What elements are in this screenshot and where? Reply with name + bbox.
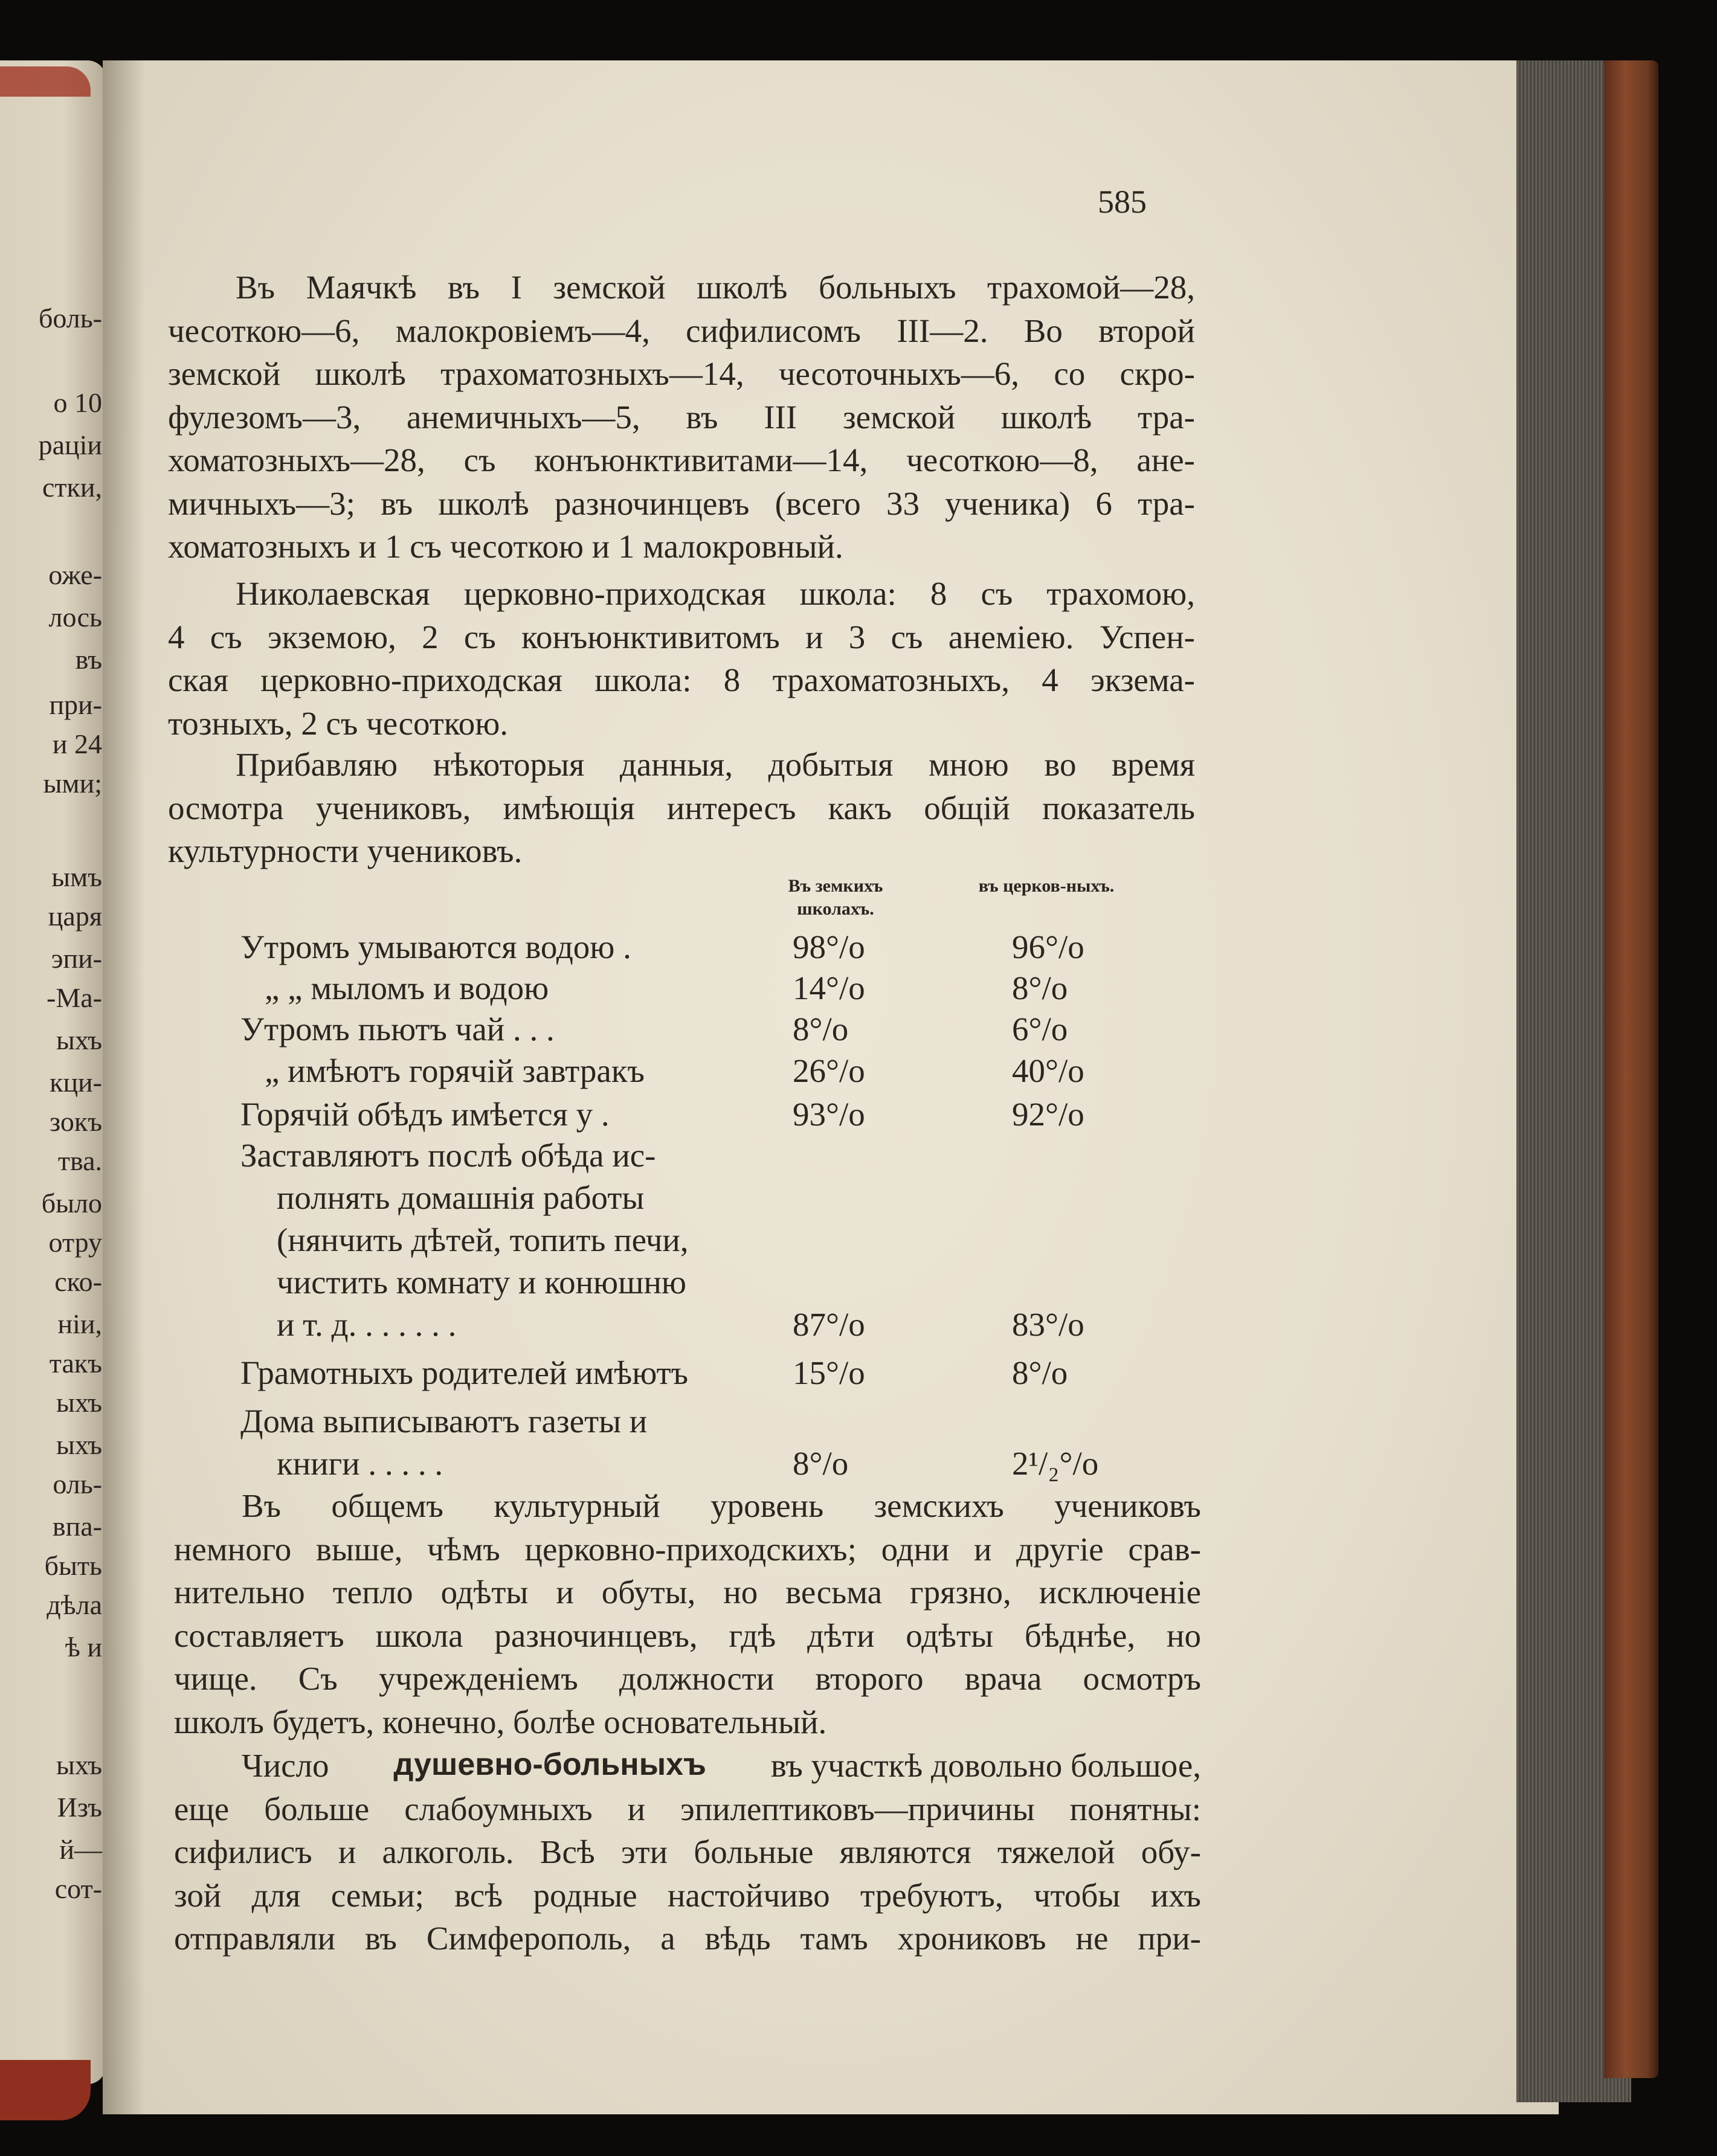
paragraph-line: чище. Съ учрежденіемъ должности второго врача осмотръ bbox=[174, 1660, 1201, 1697]
previous-page-fragment: боль- bbox=[38, 303, 102, 333]
paragraph-line: фулезомъ—3, анемичныхъ—5, въ III земской школѣ тра- bbox=[168, 398, 1195, 436]
table-value-zemstvo: 98°/o bbox=[793, 928, 865, 965]
previous-page-fragment: ѣ и bbox=[65, 1632, 102, 1662]
paragraph-line: мичныхъ—3; въ школѣ разночинцевъ (всего 33 ученика) 6 тра- bbox=[168, 484, 1195, 522]
previous-page-fragment: ніи, bbox=[57, 1308, 102, 1339]
previous-page-fragment: дѣла bbox=[47, 1589, 102, 1620]
table-row-label: книги . . . . . bbox=[277, 1445, 443, 1482]
previous-page-fragment: отру bbox=[48, 1227, 102, 1258]
paragraph-line: хоматозныхъ—28, съ конъюнктивитами—14, чесоткою—8, ане- bbox=[168, 442, 1195, 478]
paragraph-line: нительно тепло одѣты и обуты, но весьма грязно, исключеніе bbox=[174, 1574, 1201, 1611]
previous-page-fragment: ымъ bbox=[51, 861, 102, 892]
table-value-parish: 6°/o bbox=[1012, 1011, 1068, 1047]
paragraph-line: еще больше слабоумныхъ и эпилептиковъ—причины понятны: bbox=[174, 1790, 1201, 1827]
table-row-label: чистить комнату и конюшню bbox=[277, 1264, 687, 1301]
paragraph-line: хоматозныхъ и 1 съ чесоткою и 1 малокровный. bbox=[168, 528, 843, 565]
previous-page-fragment: й— bbox=[59, 1834, 102, 1865]
table-row-label: Заставляютъ послѣ обѣда ис- bbox=[240, 1137, 656, 1174]
paragraph-line: осмотра учениковъ, имѣющія интересъ какъ общій показатель bbox=[168, 789, 1195, 826]
paragraph-line: сифилисъ и алкоголь. Всѣ эти больные являются тяжелой обу- bbox=[174, 1833, 1201, 1870]
table-row-label: „ имѣютъ горячій завтракъ bbox=[265, 1052, 645, 1089]
table-value-zemstvo: 93°/o bbox=[793, 1096, 865, 1133]
paragraph-line: отправляли въ Симферополь, а вѣдь тамъ хрониковъ не при- bbox=[174, 1920, 1201, 1957]
table-value-zemstvo: 8°/o bbox=[793, 1445, 849, 1482]
table-value-zemstvo: 87°/o bbox=[793, 1306, 865, 1343]
previous-page-fragment: раціи bbox=[38, 430, 102, 460]
paragraph-line: Въ общемъ культурный уровень земскихъ учениковъ bbox=[242, 1487, 1201, 1524]
previous-page-fragment: такъ bbox=[49, 1348, 102, 1379]
previous-page-fragment: ыхъ bbox=[56, 1025, 102, 1055]
previous-page-fragment: царя bbox=[48, 901, 102, 932]
previous-page-fragment: было bbox=[41, 1188, 102, 1218]
previous-page-fragment: эпи- bbox=[51, 943, 102, 974]
paragraph-line bbox=[242, 1749, 1201, 1782]
table-value-parish: 83°/o bbox=[1012, 1306, 1084, 1343]
previous-page-fragment: впа- bbox=[52, 1511, 102, 1542]
table-row-label: Горячій обѣдъ имѣется у . bbox=[240, 1096, 610, 1133]
table-row-label: Утромъ умываются водою . bbox=[240, 928, 631, 965]
paragraph-line: тозныхъ, 2 съ чесоткою. bbox=[168, 704, 509, 742]
paragraph-line: составляетъ школа разночинцевъ, гдѣ дѣти одѣты бѣднѣе, но bbox=[174, 1617, 1201, 1654]
previous-page-fragment: въ bbox=[75, 644, 102, 675]
table-row-label: Утромъ пьютъ чай . . . bbox=[240, 1011, 555, 1047]
table-column-header: въ церков-ныхъ. bbox=[978, 876, 1115, 896]
previous-page-fragment: и 24 bbox=[52, 729, 102, 759]
table-row-label: и т. д. . . . . . . bbox=[277, 1306, 457, 1343]
table-row-label: „ „ мыломъ и водою bbox=[265, 970, 549, 1006]
paragraph-line: немного выше, чѣмъ церковно-приходскихъ; одни и другіе срав- bbox=[174, 1530, 1201, 1568]
emphasized-term: душевно-больныхъ bbox=[393, 1747, 706, 1782]
previous-page-fragment: Изъ bbox=[57, 1792, 102, 1823]
previous-page-fragment: оль- bbox=[53, 1469, 102, 1499]
table-value-zemstvo: 14°/o bbox=[793, 970, 865, 1006]
table-value-zemstvo: 8°/o bbox=[793, 1011, 849, 1047]
previous-page-fragment: ыхъ bbox=[56, 1749, 102, 1780]
previous-page-text bbox=[0, 0, 106, 2156]
paragraph-line: Въ Маячкѣ въ I земской школѣ больныхъ трахомой—28, bbox=[236, 269, 1195, 306]
table-value-zemstvo: 15°/o bbox=[793, 1354, 865, 1391]
paragraph-line: зой для семьи; всѣ родные настойчиво требуютъ, чтобы ихъ bbox=[174, 1876, 1201, 1914]
paragraph-text: въ участкѣ довольно большое, bbox=[770, 1747, 1201, 1784]
paragraph-line: Николаевская церковно-приходская школа: 8 съ трахомою, bbox=[236, 575, 1195, 612]
previous-page-fragment: лось bbox=[48, 602, 102, 632]
previous-page-fragment: быть bbox=[44, 1550, 102, 1581]
page-number: 585 bbox=[1098, 184, 1147, 220]
table-row-label: Дома выписываютъ газеты и bbox=[240, 1403, 648, 1440]
paragraph-line: земской школѣ трахоматозныхъ—14, чесоточныхъ—6, со скро- bbox=[168, 355, 1195, 392]
previous-page-fragment: кци- bbox=[50, 1067, 102, 1098]
table-column-header: Въ земкихъ школахъ. bbox=[788, 876, 883, 919]
table-value-parish: 92°/o bbox=[1012, 1096, 1084, 1133]
table-value-parish: 96°/o bbox=[1012, 928, 1084, 965]
table-value-parish: 40°/o bbox=[1012, 1052, 1084, 1089]
previous-page-fragment: ыхъ bbox=[56, 1387, 102, 1418]
previous-page-fragment: стки, bbox=[42, 472, 102, 503]
paragraph-line: 4 съ экземою, 2 съ конъюнктивитомъ и 3 съ анеміею. Успен- bbox=[168, 618, 1195, 655]
paragraph-line: культурности учениковъ. bbox=[168, 832, 523, 869]
previous-page-fragment: оже- bbox=[48, 559, 102, 590]
table-row-label: полнять домашнія работы bbox=[277, 1179, 645, 1216]
previous-page-fragment: зокъ bbox=[49, 1106, 102, 1137]
table-value-parish: 2¹/₂°/o bbox=[1012, 1445, 1099, 1482]
page-gutter-shadow bbox=[103, 60, 145, 2114]
paragraph-line: чесоткою—6, малокровіемъ—4, сифилисомъ III—2. Во второй bbox=[168, 312, 1195, 349]
book-cover-edge bbox=[1604, 60, 1658, 2078]
table-value-parish: 8°/o bbox=[1012, 1354, 1068, 1391]
previous-page-fragment: сот- bbox=[54, 1873, 102, 1904]
previous-page-fragment: при- bbox=[49, 689, 102, 720]
previous-page-fragment: тва. bbox=[57, 1145, 102, 1176]
previous-page-fragment: ыхъ bbox=[56, 1429, 102, 1460]
paragraph-line: Прибавляю нѣкоторыя данныя, добытыя мною во время bbox=[236, 746, 1195, 783]
previous-page-fragment: ско- bbox=[54, 1266, 102, 1297]
table-row-label: Грамотныхъ родителей имѣютъ bbox=[240, 1354, 689, 1391]
paragraph-text: Число bbox=[242, 1747, 329, 1784]
previous-page-fragment: ыми; bbox=[43, 768, 102, 799]
previous-page-fragment: о 10 bbox=[53, 387, 102, 418]
previous-page-fragment: -Ма- bbox=[47, 982, 102, 1013]
paragraph-line: школъ будетъ, конечно, болѣе основательный. bbox=[174, 1703, 827, 1740]
paragraph-line: ская церковно-приходская школа: 8 трахоматозныхъ, 4 экзема- bbox=[168, 661, 1195, 698]
table-value-parish: 8°/o bbox=[1012, 970, 1068, 1006]
table-row-label: (нянчить дѣтей, топить печи, bbox=[277, 1221, 689, 1258]
table-value-zemstvo: 26°/o bbox=[793, 1052, 865, 1089]
